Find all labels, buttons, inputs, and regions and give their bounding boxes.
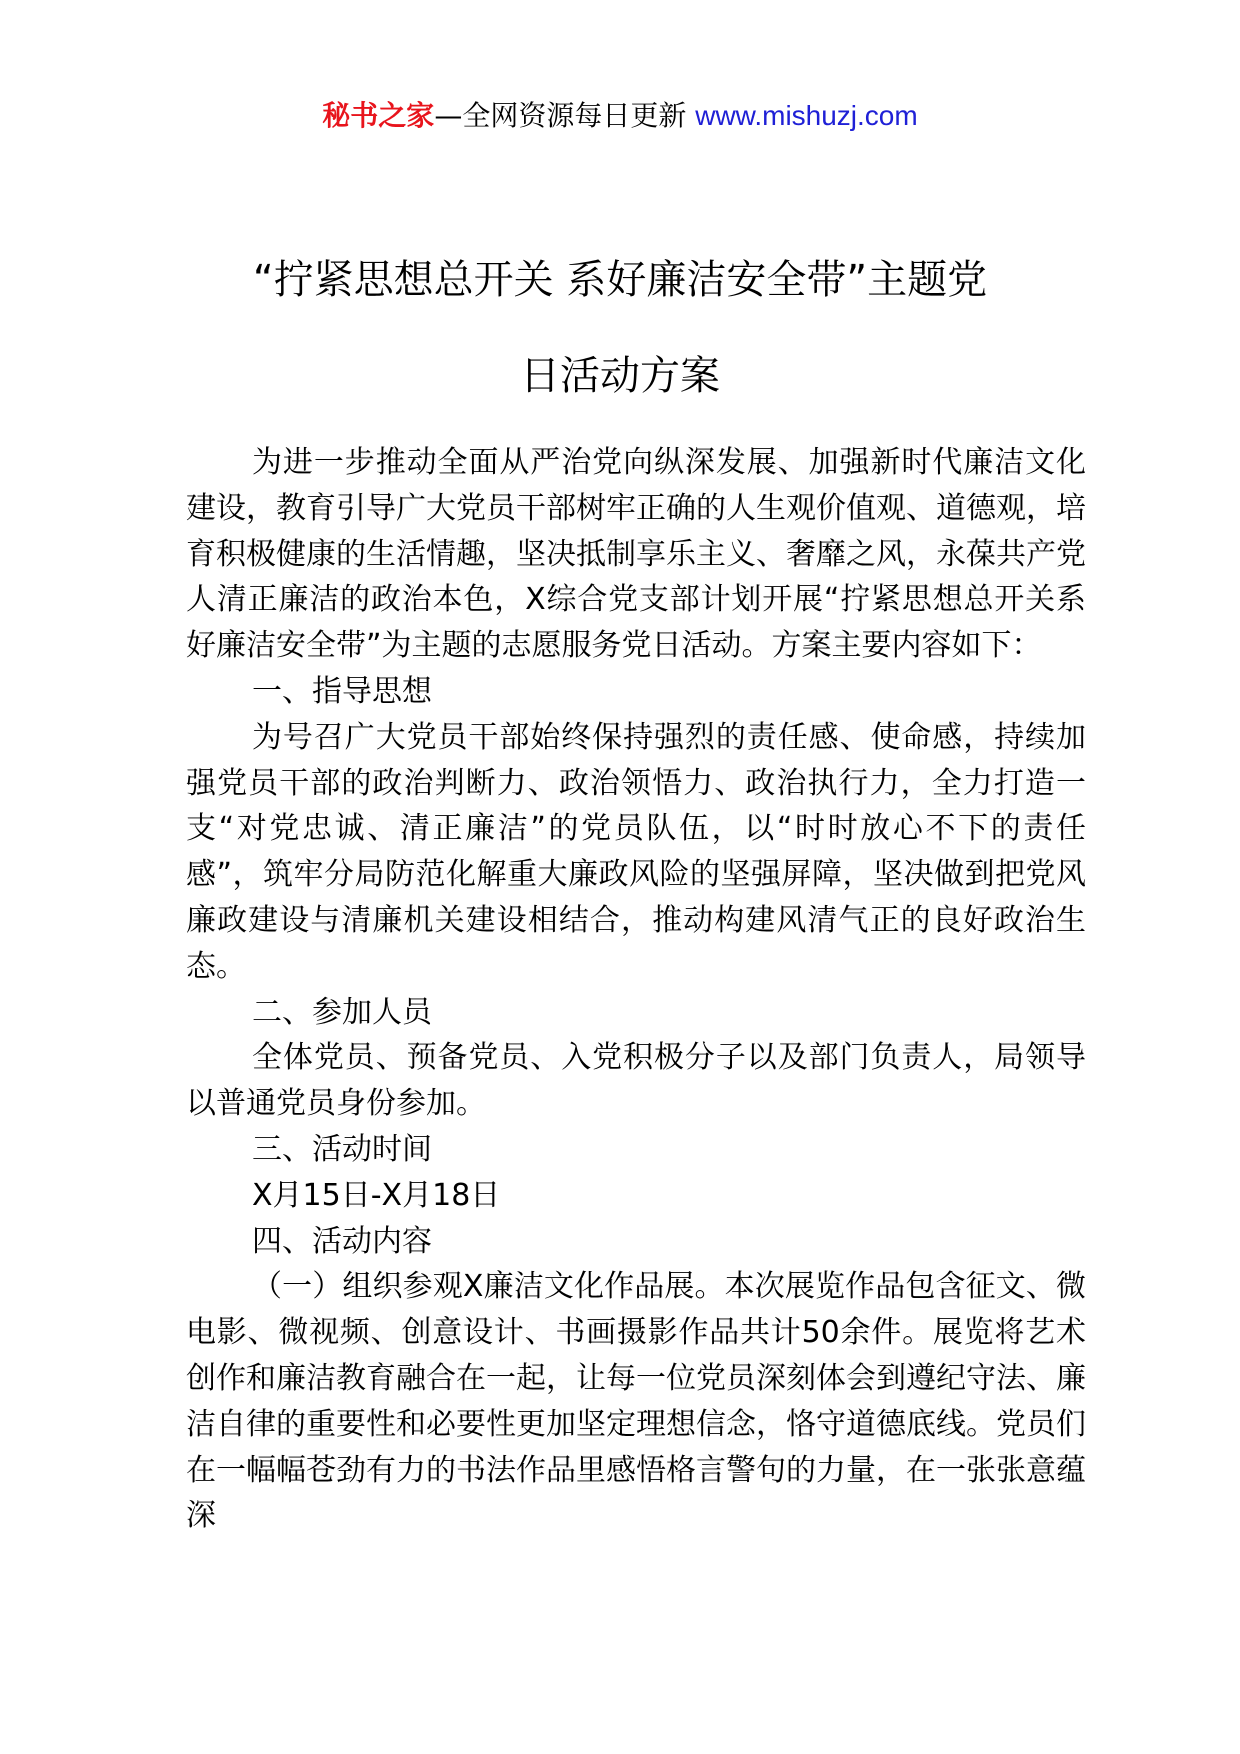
intro-paragraph: 为进一步推动全面从严治党向纵深发展、加强新时代廉洁文化建设，教育引导广大党员干部树牢正确的人生观价值观、道德观，培育积极健康的生活情趣，坚决抵制享乐主义、奢靡之风，永葆共产党人清正廉洁的政治本色，X综合党支部计划开展“拧紧思想总开关系好廉洁安全带”为主题的志愿服务党日活动。方案主要内容如下： xyxy=(186,445,1086,664)
section-heading-activity-content: 四、活动内容 xyxy=(252,1223,432,1259)
document-body xyxy=(186,440,1086,1539)
section-heading-guiding-ideology: 一、指导思想 xyxy=(252,673,432,709)
title-line-1: “拧紧思想总开关 系好廉洁安全带”主题党 xyxy=(252,257,988,303)
guiding-ideology-paragraph: 为号召广大党员干部始终保持强烈的责任感、使命感，持续加强党员干部的政治判断力、政治领悟力、政治执行力，全力打造一支“对党忠诚、清正廉洁”的党员队伍，以“时时放心不下的责任感”，筑牢分局防范化解重大廉政风险的坚强屏障，坚决做到把党风廉政建设与清廉机关建设相结合，推动构建风清气正的良好政治生态。 xyxy=(186,719,1086,984)
activity-time-text: X月15日-X月18日 xyxy=(252,1177,501,1213)
header-tagline: —全网资源每日更新 xyxy=(434,99,696,132)
site-url-link[interactable]: www.mishuzj.com xyxy=(695,100,918,131)
section-heading-activity-time: 三、活动时间 xyxy=(252,1131,432,1167)
document-title xyxy=(150,232,1090,424)
title-line-2: 日活动方案 xyxy=(520,353,720,399)
activity-content-paragraph: （一）组织参观X廉洁文化作品展。本次展览作品包含征文、微电影、微视频、创意设计、书画摄影作品共计50余件。展览将艺术创作和廉洁教育融合在一起，让每一位党员深刻体会到遵纪守法、廉洁自律的重要性和必要性更加坚定理想信念，恪守道德底线。党员们在一幅幅苍劲有力的书法作品里感悟格言警句的力量，在一张张意蕴深 xyxy=(186,1269,1086,1534)
participants-paragraph: 全体党员、预备党员、入党积极分子以及部门负责人，局领导以普通党员身份参加。 xyxy=(186,1040,1086,1122)
section-heading-participants: 二、参加人员 xyxy=(252,994,432,1030)
brand-name: 秘书之家 xyxy=(322,99,435,132)
site-header xyxy=(0,96,1240,136)
